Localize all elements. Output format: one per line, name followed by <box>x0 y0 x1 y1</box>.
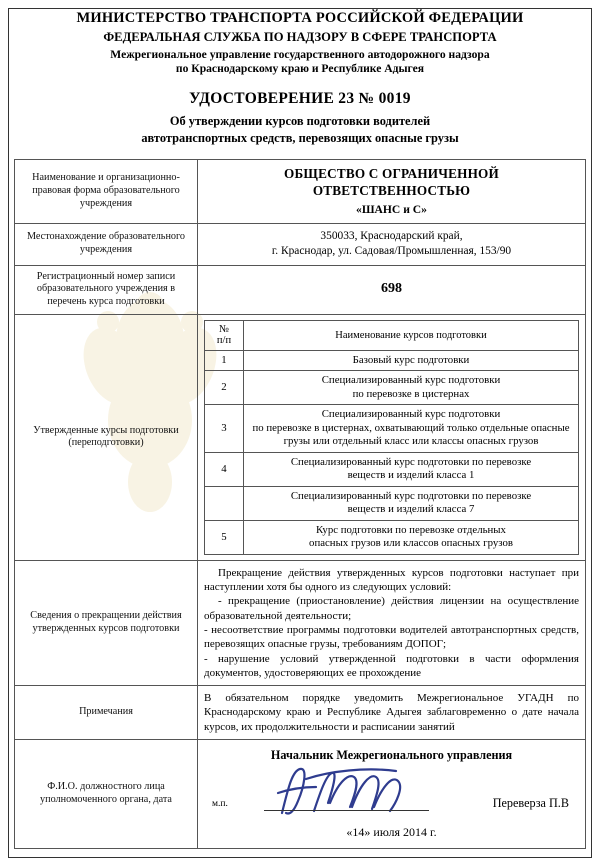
label-signature <box>15 740 198 849</box>
course-name: Специализированный курс подготовки по перевозке веществ и изделий класса 7 <box>244 486 579 520</box>
courses-table-row <box>205 350 579 370</box>
label-notes: Примечания <box>15 686 198 740</box>
address-line-2: г. Краснодар, ул. Садовая/Промышленная, 153/90 <box>271 245 512 258</box>
course-name: Специализированный курс подготовки по перевозке в цистернах <box>244 371 579 405</box>
registration-number: 698 <box>381 281 402 297</box>
ministry-line: МИНИСТЕРСТВО ТРАНСПОРТА РОССИЙСКОЙ ФЕДЕРАЦИИ <box>76 10 524 26</box>
signature-area <box>204 742 579 846</box>
courses-table-row <box>205 405 579 452</box>
table-row-notes <box>15 686 586 740</box>
courses-header-num-line-2: п/п <box>216 335 232 347</box>
courses-header-num <box>205 320 244 350</box>
value-address <box>198 223 586 265</box>
label-organisation: Наименование и организационно-правовая форма образовательного учреждения <box>15 159 198 223</box>
table-row-signature <box>15 740 586 849</box>
course-name: Базовый курс подготовки <box>244 350 579 370</box>
label-approved-courses <box>15 314 198 560</box>
course-name: Специализированный курс подготовки по перевозке в цистернах, охватывающий только отдельные опасные грузы или отдельный класс или классы опасных грузов <box>244 405 579 452</box>
termination-item-3: - нарушение условий утвержденной подготовки в части оформления документов, удостоверяющих ее прохождение <box>204 652 579 679</box>
label-signature-line-2: уполномоченного органа, дата <box>40 794 172 806</box>
value-organisation <box>198 159 586 223</box>
label-registration-number: Регистрационный номер записи образовательного учреждения в перечень курса подготовки <box>15 265 198 314</box>
value-registration-number <box>198 265 586 314</box>
course-name: Специализированный курс подготовки по перевозке веществ и изделий класса 1 <box>244 452 579 486</box>
certificate-subtitle-2: автотранспортных средств, перевозящих опасные грузы <box>141 131 459 146</box>
label-approved-courses-line-1: Утвержденные курсы подготовки <box>33 424 179 436</box>
table-row-courses <box>15 314 586 560</box>
certificate-table <box>14 159 586 849</box>
seal-mark: м.п. <box>212 799 228 810</box>
table-row-address <box>15 223 586 265</box>
termination-item-1: - прекращение (приостановление) действия лицензии на осуществление образовательной деятельности; <box>204 595 579 622</box>
table-row-termination <box>15 560 586 685</box>
organisation-short-name: «ШАНС и С» <box>356 203 427 217</box>
label-termination: Сведения о прекращении действия утвержденных курсов подготовки <box>15 560 198 685</box>
termination-item-2: - несоответствие программы подготовки водителей автотранспортных средств, перевозящих опасные грузы, требованиям ДОПОГ; <box>204 623 579 651</box>
course-name: Курс подготовки по перевозке отдельных опасных грузов или классов опасных грузов <box>244 520 579 554</box>
department-line-2: по Краснодарскому краю и Республике Адыгея <box>175 62 425 76</box>
department-line-1: Межрегиональное управление государственного автодорожного надзора <box>110 48 490 62</box>
course-number: 3 <box>205 405 244 452</box>
courses-table-row <box>205 371 579 405</box>
label-signature-line-1: Ф.И.О. должностного лица <box>47 781 165 793</box>
table-row-organisation <box>15 159 586 223</box>
courses-header-name: Наименование курсов подготовки <box>244 320 579 350</box>
document-header <box>14 10 586 76</box>
certificate-number-title: УДОСТОВЕРЕНИЕ 23 № 0019 <box>189 90 411 108</box>
value-notes <box>198 686 586 740</box>
official-name: Переверза П.В <box>492 796 569 811</box>
notes-text: В обязательном порядке уведомить Межрегиональное УГАДН по Краснодарскому краю и Республике Адыгея заблаговременно о дате начала курсов, их продолжительности и расписании занятий <box>204 692 579 733</box>
label-approved-courses-line-2: (переподготовки) <box>68 437 144 449</box>
course-number <box>205 486 244 520</box>
course-number: 2 <box>205 371 244 405</box>
document-title-block <box>14 90 586 146</box>
course-number: 4 <box>205 452 244 486</box>
table-row-registration <box>15 265 586 314</box>
courses-table-row <box>205 486 579 520</box>
courses-header-num-line-1: № <box>218 323 230 335</box>
value-termination <box>198 560 586 685</box>
termination-intro: Прекращение действия утвержденных курсов подготовки наступает при наступлении хотя бы одного из следующих условий: <box>204 566 579 594</box>
signature-date: «14» июля 2014 г. <box>346 825 437 840</box>
label-address: Местонахождение образовательного учреждения <box>15 223 198 265</box>
signature-line-row <box>204 769 579 817</box>
organisation-full-name: ОБЩЕСТВО С ОГРАНИЧЕННОЙ ОТВЕТСТВЕННОСТЬЮ <box>284 165 499 199</box>
service-line: ФЕДЕРАЛЬНАЯ СЛУЖБА ПО НАДЗОРУ В СФЕРЕ ТРАНСПОРТА <box>103 29 497 44</box>
signature-rule <box>264 810 429 811</box>
courses-table <box>204 320 579 555</box>
certificate-subtitle-1: Об утверждении курсов подготовки водителей <box>169 114 431 129</box>
courses-table-row <box>205 520 579 554</box>
official-position-title: Начальник Межрегионального управления <box>270 748 513 763</box>
course-number: 5 <box>205 520 244 554</box>
address-line-1: 350033, Краснодарский край, <box>320 229 463 242</box>
course-number: 1 <box>205 350 244 370</box>
value-signature <box>198 740 586 849</box>
courses-table-cell <box>198 314 586 560</box>
courses-table-header-row <box>205 320 579 350</box>
courses-table-row <box>205 452 579 486</box>
